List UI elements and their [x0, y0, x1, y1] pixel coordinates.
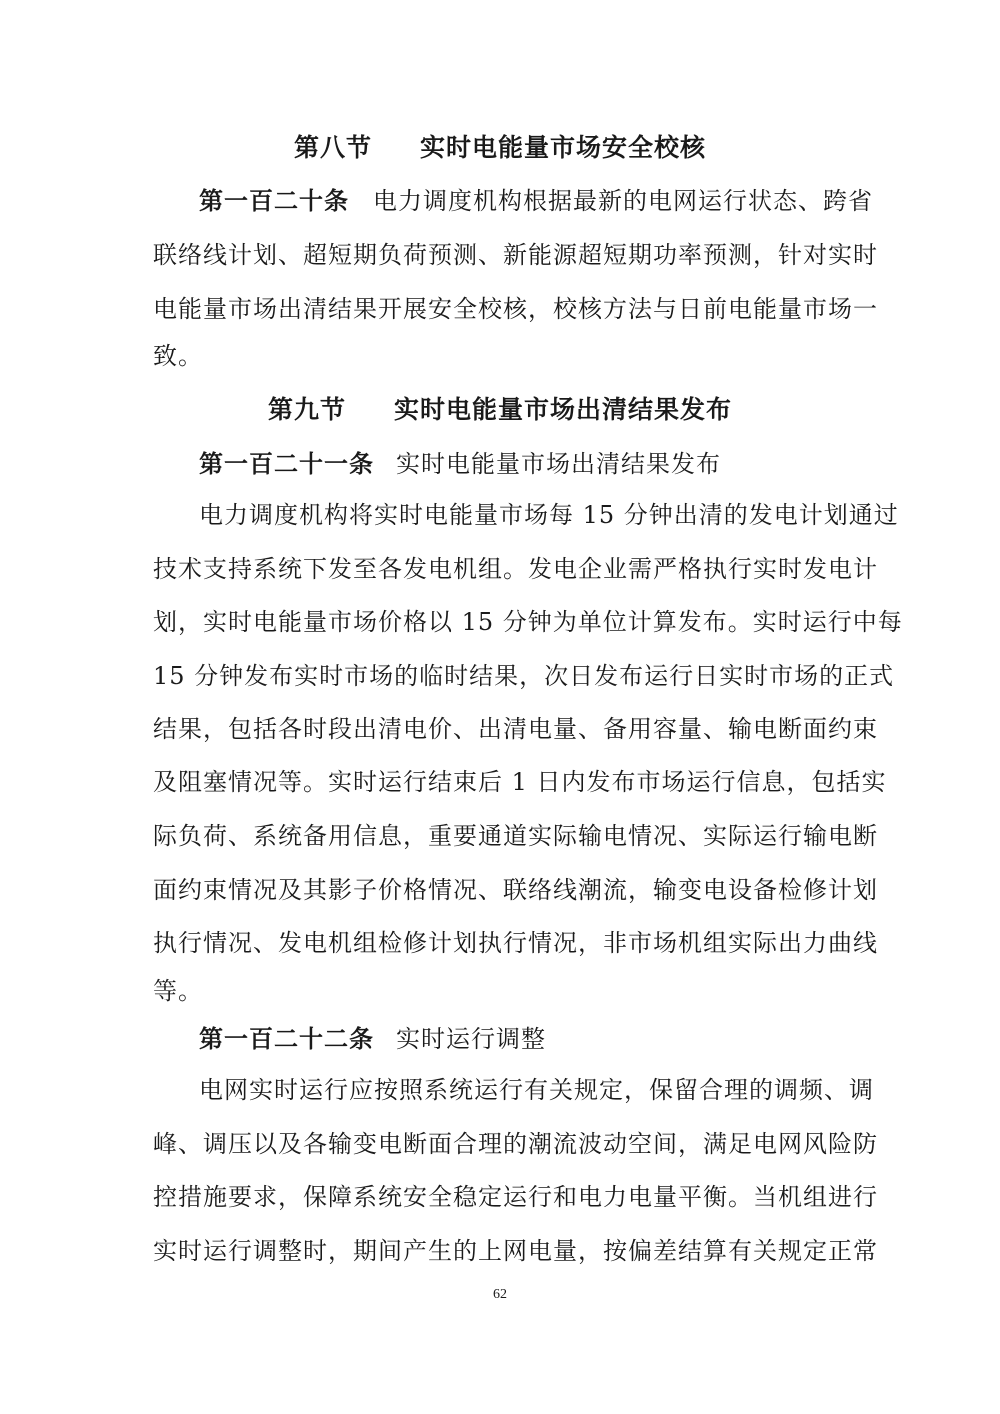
paragraph-line: 结果，包括各时段出清电价、出清电量、备用容量、输电断面约束 [153, 715, 878, 743]
article-number: 第一百二十条 [199, 186, 349, 215]
section-title: 实时电能量市场出清结果发布 [394, 395, 733, 424]
section-number: 第八节 [293, 133, 372, 162]
section-heading-9 [0, 395, 1000, 425]
article-title: 实时电能量市场出清结果发布 [396, 450, 721, 478]
article-121-title [199, 449, 848, 479]
section-title: 实时电能量市场安全校核 [420, 133, 707, 162]
paragraph-line: 执行情况、发电机组检修计划执行情况，非市场机组实际出力曲线 [153, 929, 878, 957]
page-number: 62 [493, 1287, 507, 1302]
paragraph-line: 控措施要求，保障系统安全稳定运行和电力电量平衡。当机组进行 [153, 1183, 878, 1211]
paragraph-line: 峰、调压以及各输变电断面合理的潮流波动空间，满足电网风险防 [153, 1130, 878, 1158]
article-number: 第一百二十二条 [199, 1024, 374, 1053]
article-number: 第一百二十一条 [199, 449, 374, 478]
paragraph-line: 电网实时运行应按照系统运行有关规定，保留合理的调频、调 [199, 1076, 874, 1104]
article-text: 电力调度机构根据最新的电网运行状态、跨省 [373, 187, 873, 215]
paragraph-line: 致。 [153, 342, 203, 370]
paragraph-line: 电力调度机构将实时电能量市场每 15 分钟出清的发电计划通过 [199, 501, 899, 529]
section-number: 第九节 [267, 395, 346, 424]
paragraph-line: 联络线计划、超短期负荷预测、新能源超短期功率预测，针对实时 [153, 241, 878, 269]
article-122-title [199, 1024, 848, 1054]
paragraph-line: 15 分钟发布实时市场的临时结果，次日发布运行日实时市场的正式 [153, 662, 895, 690]
paragraph-line: 划，实时电能量市场价格以 15 分钟为单位计算发布。实时运行中每 [153, 608, 903, 636]
article-120-first-line [199, 186, 873, 216]
paragraph-line: 电能量市场出清结果开展安全校核，校核方法与日前电能量市场一 [153, 295, 878, 323]
paragraph-line: 等。 [153, 977, 203, 1005]
paragraph-line: 及阻塞情况等。实时运行结束后 1 日内发布市场运行信息，包括实 [153, 768, 887, 796]
paragraph-line: 面约束情况及其影子价格情况、联络线潮流，输变电设备检修计划 [153, 876, 878, 904]
section-heading-8 [0, 133, 1000, 163]
paragraph-line: 实时运行调整时，期间产生的上网电量，按偏差结算有关规定正常 [153, 1237, 878, 1265]
paragraph-line: 际负荷、系统备用信息，重要通道实际输电情况、实际运行输电断 [153, 822, 878, 850]
paragraph-line: 技术支持系统下发至各发电机组。发电企业需严格执行实时发电计 [153, 555, 878, 583]
article-title: 实时运行调整 [396, 1025, 546, 1053]
